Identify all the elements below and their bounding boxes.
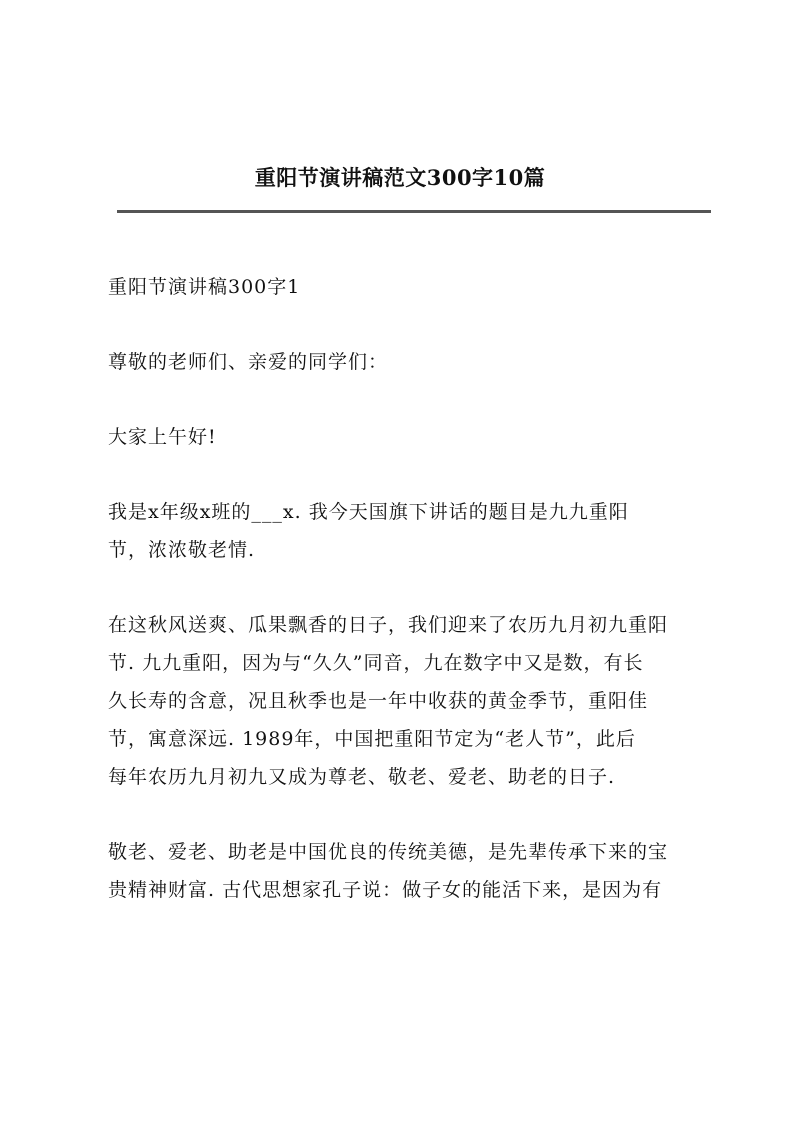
greeting [108,418,708,456]
text-line: 久长寿的含意，况且秋季也是一年中收获的黄金季节，重阳佳 [108,690,649,712]
title-divider [117,210,711,213]
text-line: 贵精神财富. 古代思想家孔子说：做子女的能活下来，是因为有 [108,879,663,901]
paragraph-festival [108,606,708,796]
text-line: 尊敬的老师们、亲爱的同学们： [108,351,389,373]
document-body [108,268,708,946]
section-heading [108,268,708,306]
document-title: 重阳节演讲稿范文300字10篇 [254,165,546,190]
salutation [108,343,708,381]
text-line: 节. 九九重阳，因为与“久久”同音，九在数字中又是数，有长 [108,652,644,674]
text-line: 节，浓浓敬老情. [108,539,256,561]
paragraph-intro [108,493,708,569]
text-line: 每年农历九月初九又成为尊老、敬老、爱老、助老的日子. [108,766,616,788]
text-line: 在这秋风送爽、瓜果飘香的日子，我们迎来了农历九月初九重阳 [108,614,669,636]
text-line: 大家上午好! [108,426,217,448]
text-line: 节，寓意深远. 1989年，中国把重阳节定为“老人节”，此后 [108,728,636,750]
text-line: 重阳节演讲稿300字1 [108,276,301,298]
text-line: 我是x年级x班的___x. 我今天国旗下讲话的题目是九九重阳 [108,501,629,523]
paragraph-virtue [108,833,708,909]
text-line: 敬老、爱老、助老是中国优良的传统美德，是先辈传承下来的宝 [108,841,669,863]
